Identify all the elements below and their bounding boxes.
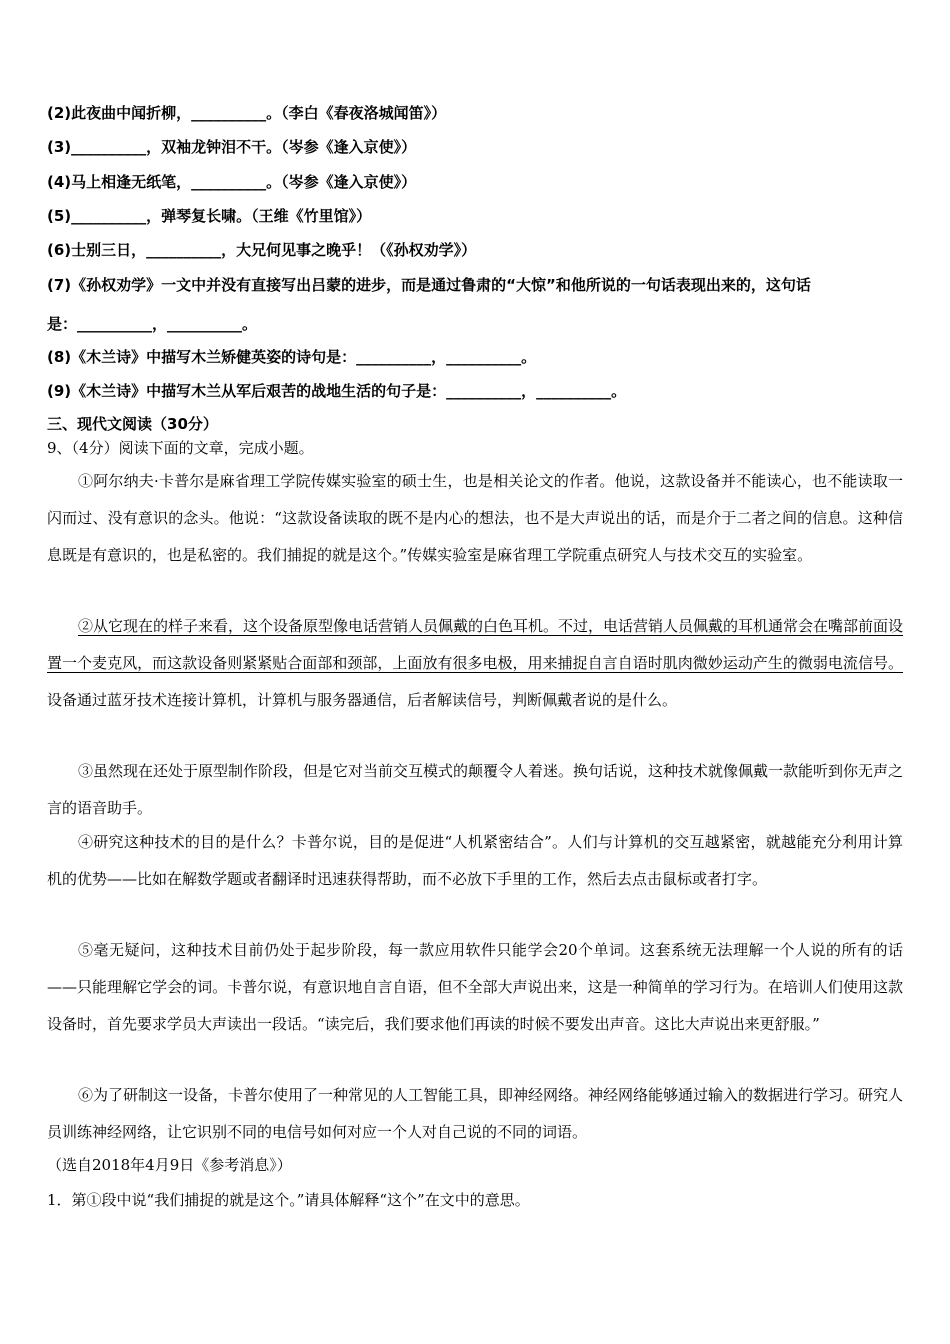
poetry-item-3: (3)__________，双袖龙钟泪不干。（岑参《逢入京使》） — [47, 138, 417, 156]
paragraph-6: ⑥为了研制这一设备，卡普尔使用了一种常见的人工智能工具，即神经网络。神经网络能够通过输入的数据进行学习。研究人员训练神经网络，让它识别不同的电信号如何对应一个人对自己说的不同的词语。 — [47, 1086, 904, 1141]
paragraph-1: ①阿尔纳夫·卡普尔是麻省理工学院传媒实验室的硕士生，也是相关论文的作者。他说，这款设备并不能读心，也不能读取一闪而过、没有意识的念头。他说：“这款设备读取的既不是内心的想法，也不是大声说出的话，而是介于二者之间的信息。这种信息既是有意识的，也是私密的。我们捕捉的就是这个。”传媒实验室是麻省理工学院重点研究人与技术交互的实验室。 — [47, 472, 903, 564]
poetry-item-7: (7)《孙权劝学》一文中并没有直接写出吕蒙的进步，而是通过鲁肃的“大惊”和他所说的一句话表现出来的，这句话 — [47, 276, 811, 294]
section-heading: 三、现代文阅读（30分） — [47, 415, 218, 433]
poetry-item-8: (8)《木兰诗》中描写木兰矫健英姿的诗句是：__________，__________。 — [47, 348, 537, 366]
poetry-item-5: (5)__________，弹琴复长啸。（王维《竹里馆》） — [47, 207, 372, 225]
paragraph-2-underlined: ②从它现在的样子来看，这个设备原型像电话营销人员佩戴的白色耳机。不过，电话营销人员佩戴的耳机通常会在嘴部前面设置一个麦克风，而这款设备则紧紧贴合面部和颈部，上面放有很多电极，用来捕捉自言自语时肌肉微妙运动产生的微弱电流信号。 — [47, 617, 904, 672]
paragraph-4: ④研究这种技术的目的是什么？卡普尔说，目的是促进“人机紧密结合”。人们与计算机的交互越紧密，就越能充分利用计算机的优势——比如在解数学题或者翻译时迅速获得帮助，而不必放下手里的工作，然后去点击鼠标或者打字。 — [47, 833, 903, 888]
poetry-item-7-answer: 是：__________，__________。 — [47, 315, 258, 333]
sub-question-1: 1．第①段中说“我们捕捉的就是这个。”请具体解释“这个”在文中的意思。 — [47, 1191, 530, 1209]
paragraph-5: ⑤毫无疑问，这种技术目前仍处于起步阶段，每一款应用软件只能学会20个单词。这套系统无法理解一个人说的所有的话——只能理解它学会的词。卡普尔说，有意识地自言自语，但不全部大声说出来，这是一种简单的学习行为。在培训人们使用这款设备时，首先要求学员大声读出一段话。“读完后，我们要求他们再读的时候不要发出声音。这比大声说出来更舒服。” — [47, 941, 903, 1033]
paragraph-2-rest: 设备通过蓝牙技术连接计算机，计算机与服务器通信，后者解读信号，判断佩戴者说的是什么。 — [47, 691, 678, 709]
poetry-item-4: (4)马上相逢无纸笔，__________。（岑参《逢入京使》） — [47, 173, 417, 191]
poetry-item-9: (9)《木兰诗》中描写木兰从军后艰苦的战地生活的句子是：__________，__________。 — [47, 382, 627, 400]
source-note: （选自2018年4月9日《参考消息》） — [47, 1156, 292, 1174]
poetry-item-2: (2)此夜曲中闻折柳，__________。（李白《春夜洛城闻笛》） — [47, 104, 447, 122]
paragraph-3: ③虽然现在还处于原型制作阶段，但是它对当前交互模式的颠覆令人着迷。换句话说，这种技术就像佩戴一款能听到你无声之言的语音助手。 — [47, 762, 904, 817]
poetry-item-6: (6)士别三日，__________，大兄何见事之晚乎！（《孙权劝学》） — [47, 241, 477, 259]
question-header: 9、（4分）阅读下面的文章，完成小题。 — [47, 439, 314, 457]
paragraph-2 — [47, 608, 903, 719]
